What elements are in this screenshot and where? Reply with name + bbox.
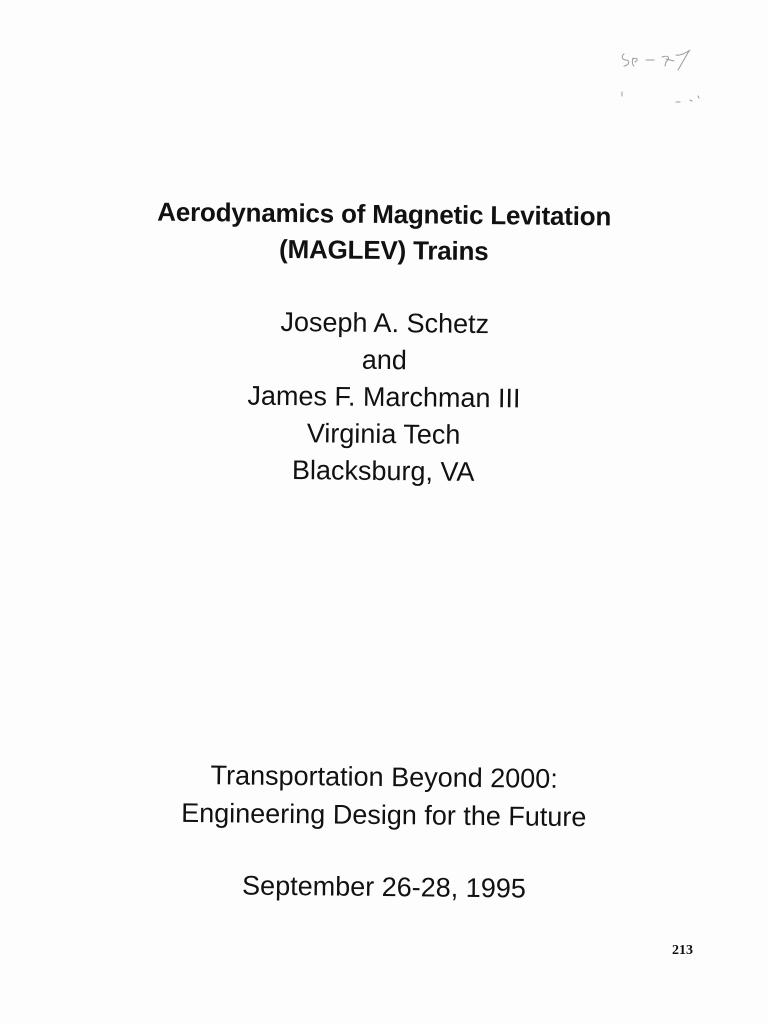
author-conjunction: and [361, 344, 408, 376]
page-number: 213 [672, 943, 693, 958]
author-name-1: Joseph A. Schetz [280, 306, 490, 340]
conference-title-line-2: Engineering Design for the Future [181, 797, 587, 833]
author-name-2: James F. Marchman III [247, 380, 521, 414]
author-location: Blacksburg, VA [291, 455, 475, 487]
paper-title [0, 192, 768, 272]
author-institution: Virginia Tech [306, 418, 461, 450]
conference-block [0, 754, 768, 838]
conference-title-line-1: Transportation Beyond 2000: [210, 760, 558, 794]
author-block [0, 301, 768, 494]
conference-date: September 26-28, 1995 [241, 870, 526, 904]
handwritten-annotation-mark [618, 44, 708, 114]
title-line-2: (MAGLEV) Trains [278, 233, 489, 267]
title-line-1: Aerodynamics of Magnetic Levitation [157, 196, 612, 232]
